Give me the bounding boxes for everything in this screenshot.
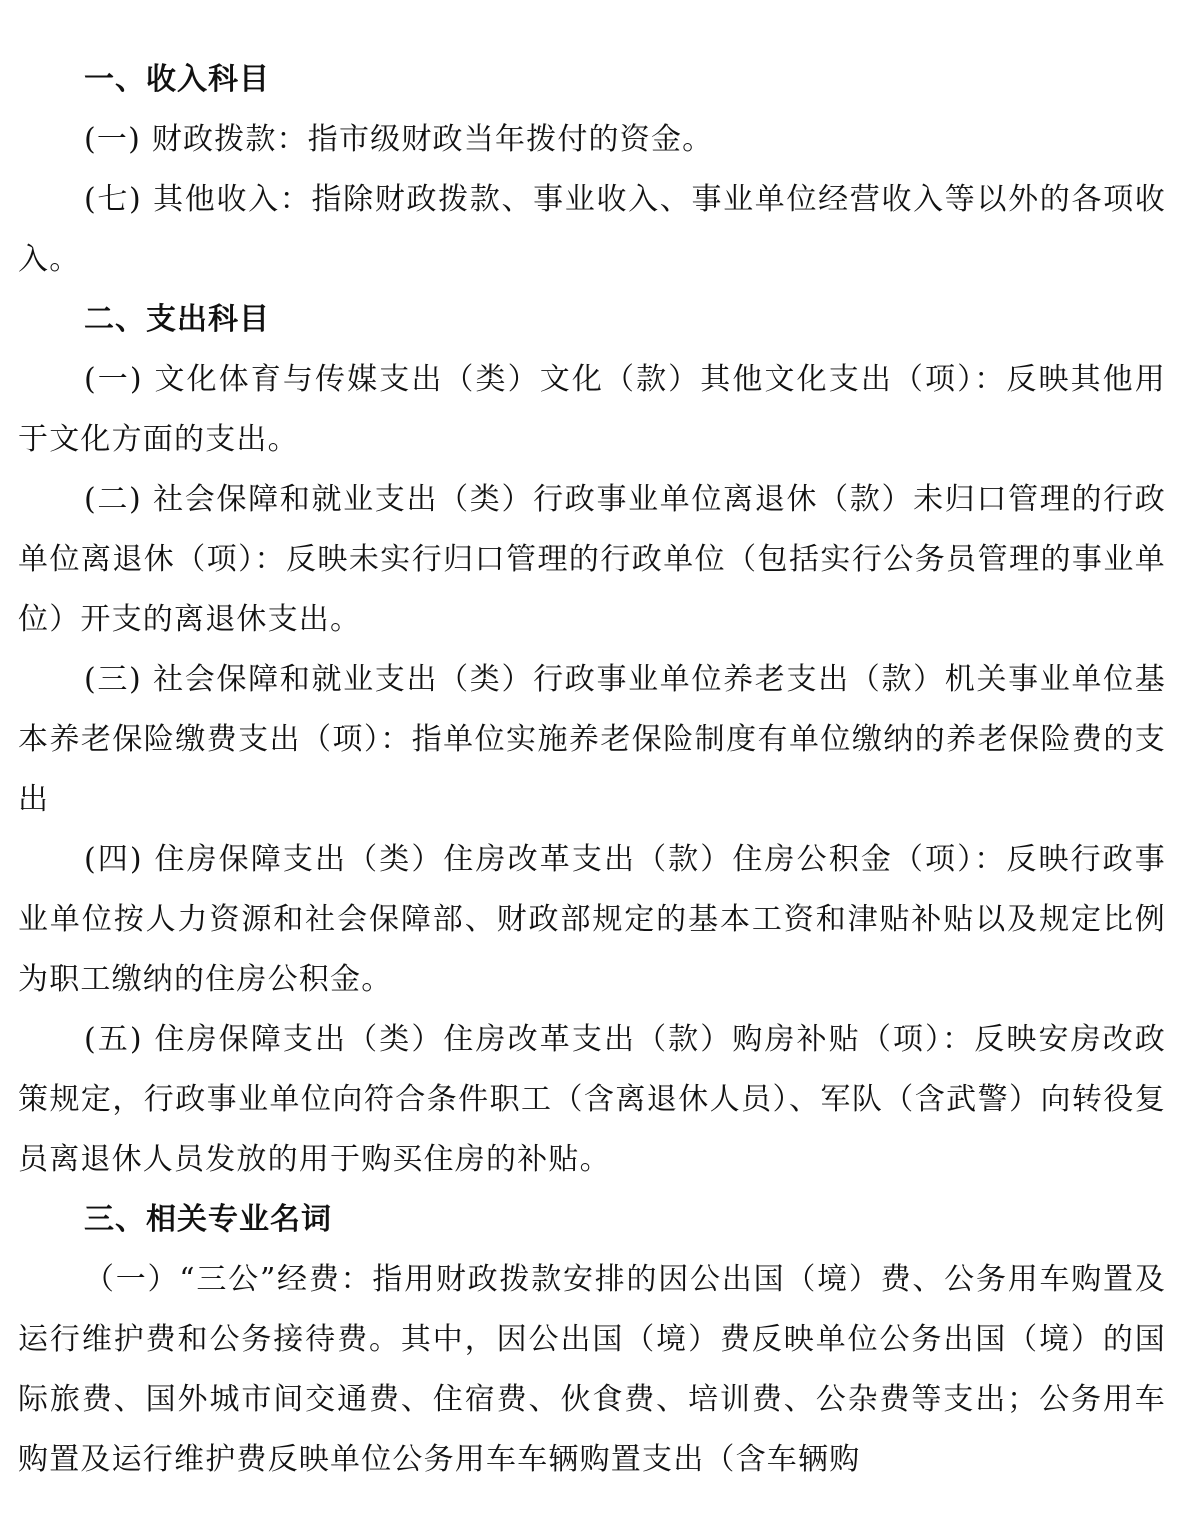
paragraph-housing-subsidy: (五) 住房保障支出（类）住房改革支出（款）购房补贴（项）：反映安房改政策规定，行政事业单位向符合条件职工（含离退休人员）、军队（含武警）向转役复员离退休人员发放的用于购买住房的补贴。 bbox=[18, 1022, 1166, 1177]
section-heading-expenditure: 二、支出科目 bbox=[84, 302, 270, 337]
paragraph-pension-expenditure: (三) 社会保障和就业支出（类）行政事业单位养老支出（款）机关事业单位基本养老保险缴费支出（项）：指单位实施养老保险制度有单位缴纳的养老保险费的支出 bbox=[18, 662, 1166, 817]
paragraph-three-public-expenses: （一）“三公”经费：指用财政拨款安排的因公出国（境）费、公务用车购置及运行维护费和公务接待费。其中，因公出国（境）费反映单位公务出国（境）的国际旅费、国外城市间交通费、住宿费、伙食费、培训费、公杂费等支出；公务用车购置及运行维护费反映单位公务用车车辆购置支出（含车辆购 bbox=[18, 1262, 1166, 1477]
paragraph-culture-expenditure: (一) 文化体育与传媒支出（类）文化（款）其他文化支出（项）：反映其他用于文化方面的支出。 bbox=[18, 362, 1166, 457]
paragraph-retirement-expenditure: (二) 社会保障和就业支出（类）行政事业单位离退休（款）未归口管理的行政单位离退休（项）：反映未实行归口管理的行政单位（包括实行公务员管理的事业单位）开支的离退休支出。 bbox=[18, 482, 1166, 637]
section-heading-income: 一、收入科目 bbox=[84, 62, 270, 97]
section-heading-terms: 三、相关专业名词 bbox=[84, 1202, 332, 1237]
paragraph-other-income: (七) 其他收入：指除财政拨款、事业收入、事业单位经营收入等以外的各项收入。 bbox=[18, 182, 1166, 277]
paragraph-housing-fund: (四) 住房保障支出（类）住房改革支出（款）住房公积金（项）：反映行政事业单位按人力资源和社会保障部、财政部规定的基本工资和津贴补贴以及规定比例为职工缴纳的住房公积金。 bbox=[18, 842, 1166, 997]
paragraph-fiscal-allocation: (一) 财政拨款：指市级财政当年拨付的资金。 bbox=[84, 122, 714, 157]
